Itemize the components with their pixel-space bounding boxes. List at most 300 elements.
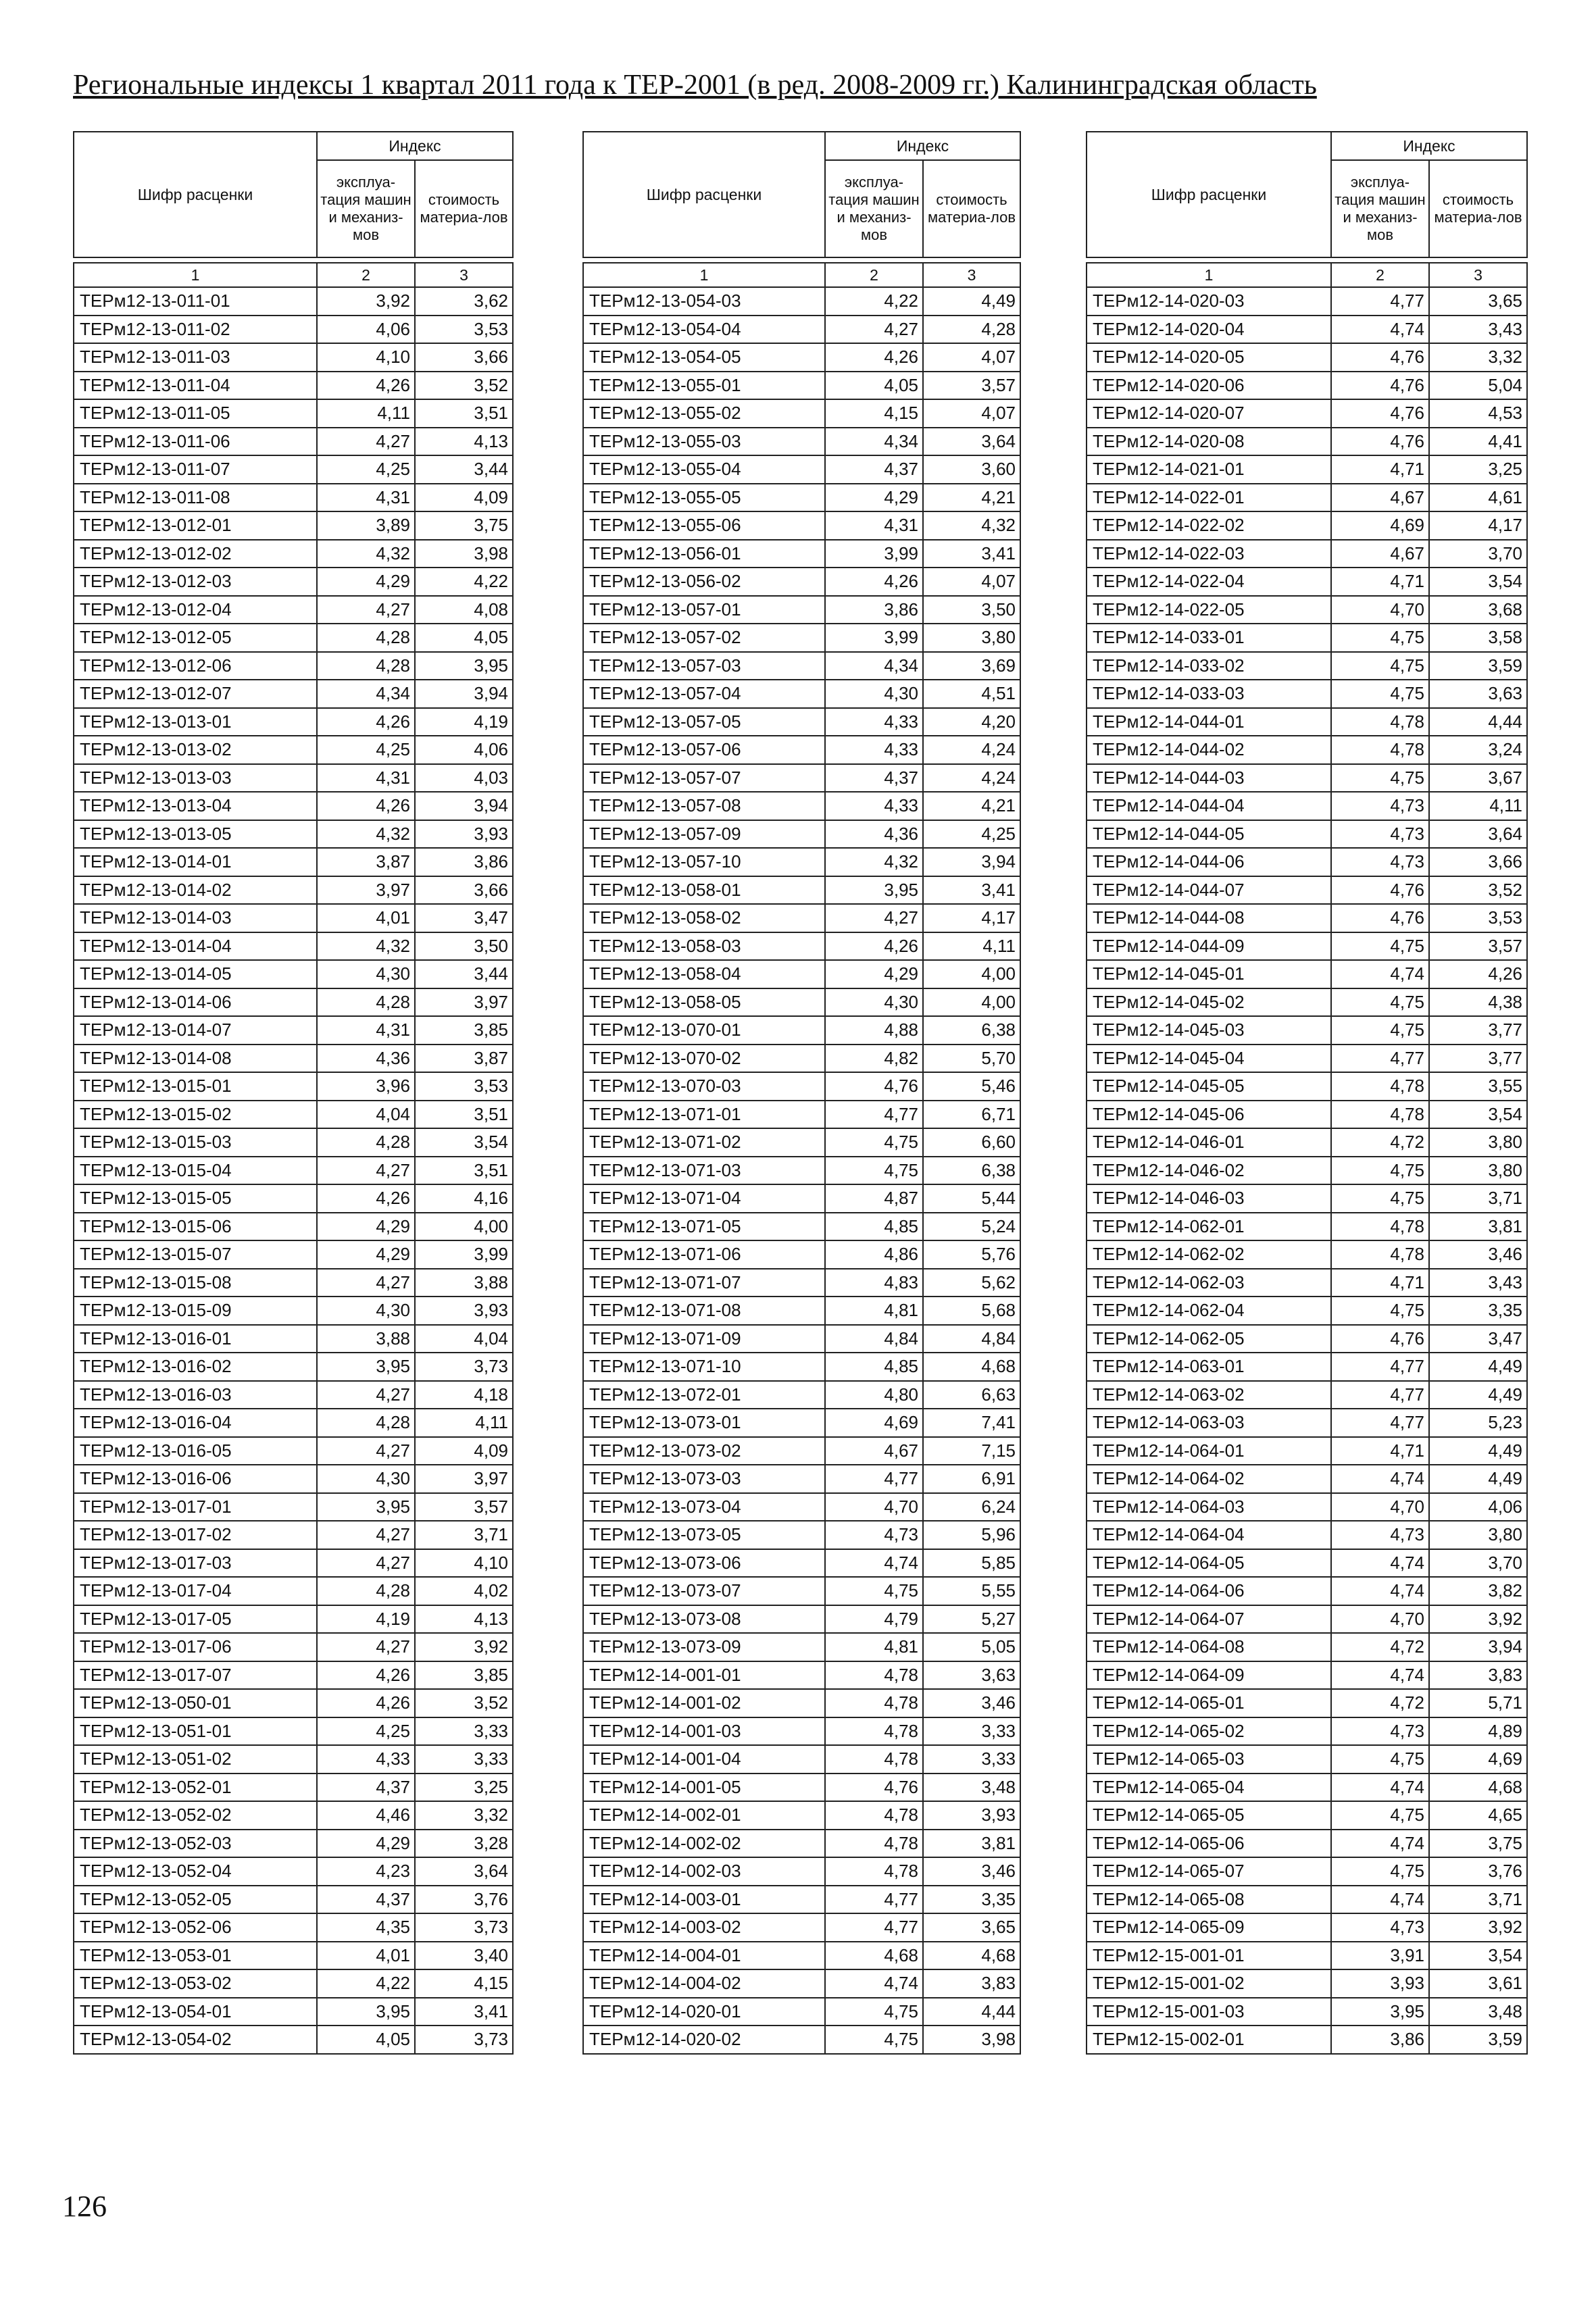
- table-row: [1087, 484, 1527, 512]
- rate-code-cell: ТЕРм12-14-020-05: [1087, 343, 1331, 372]
- rate-code-cell: ТЕРм12-14-020-08: [1087, 428, 1331, 456]
- materials-index-cell: 3,71: [1429, 1184, 1527, 1213]
- rate-code-cell: ТЕРм12-14-045-01: [1087, 960, 1331, 988]
- rate-code-cell: ТЕРм12-13-055-04: [583, 455, 825, 484]
- rate-code-cell: ТЕРм12-14-064-03: [1087, 1493, 1331, 1521]
- materials-index-cell: 4,11: [415, 1409, 513, 1437]
- table-row: [1087, 1409, 1527, 1437]
- materials-index-cell: 4,68: [1429, 1774, 1527, 1802]
- materials-index-cell: 3,99: [415, 1240, 513, 1269]
- machines-index-cell: 4,75: [1331, 680, 1429, 708]
- rate-code-cell: ТЕРм12-13-014-01: [74, 848, 317, 876]
- materials-index-cell: 3,63: [923, 1661, 1020, 1690]
- machines-index-cell: 4,29: [317, 1240, 415, 1269]
- rate-code-cell: ТЕРм12-13-058-05: [583, 988, 825, 1017]
- materials-index-cell: 3,33: [923, 1745, 1020, 1774]
- machines-index-cell: 4,77: [1331, 1045, 1429, 1073]
- machines-index-cell: 4,27: [317, 1381, 415, 1409]
- table-row: [583, 624, 1020, 652]
- materials-header: стоимость материа-лов: [1429, 160, 1527, 257]
- table-row: [74, 2026, 513, 2054]
- table-row: [1087, 1689, 1527, 1717]
- machines-index-cell: 4,75: [825, 2026, 923, 2054]
- materials-index-cell: 3,33: [415, 1745, 513, 1774]
- materials-index-cell: 4,07: [923, 568, 1020, 596]
- materials-index-cell: 5,24: [923, 1213, 1020, 1241]
- table-row: [583, 287, 1020, 316]
- rate-code-cell: ТЕРм12-13-057-02: [583, 624, 825, 652]
- materials-index-cell: 3,94: [1429, 1633, 1527, 1661]
- materials-index-cell: 3,98: [415, 540, 513, 568]
- materials-header: стоимость материа-лов: [923, 160, 1020, 257]
- materials-index-cell: 3,40: [415, 1942, 513, 1970]
- machines-header: эксплуа-тация машин и механиз-мов: [825, 160, 923, 257]
- table-row: [74, 1184, 513, 1213]
- table-row: [74, 820, 513, 849]
- machines-index-cell: 4,75: [1331, 624, 1429, 652]
- rate-code-cell: ТЕРм12-14-044-03: [1087, 764, 1331, 793]
- machines-index-cell: 4,78: [825, 1689, 923, 1717]
- machines-index-cell: 4,32: [825, 848, 923, 876]
- machines-index-cell: 4,79: [825, 1605, 923, 1634]
- rate-code-cell: ТЕРм12-14-046-02: [1087, 1157, 1331, 1185]
- materials-index-cell: 5,55: [923, 1577, 1020, 1605]
- machines-index-cell: 4,75: [1331, 1016, 1429, 1045]
- machines-index-cell: 4,30: [317, 960, 415, 988]
- materials-index-cell: 3,97: [415, 1465, 513, 1493]
- machines-index-cell: 4,75: [1331, 764, 1429, 793]
- machines-index-cell: 4,73: [1331, 820, 1429, 849]
- machines-index-cell: 4,78: [1331, 1101, 1429, 1129]
- rate-code-cell: ТЕРм12-13-012-04: [74, 596, 317, 624]
- materials-index-cell: 4,41: [1429, 428, 1527, 456]
- machines-index-cell: 4,78: [825, 1830, 923, 1858]
- table-row: [583, 1942, 1020, 1970]
- materials-index-cell: 4,05: [415, 624, 513, 652]
- rate-code-cell: ТЕРм12-13-073-08: [583, 1605, 825, 1634]
- rate-code-cell: ТЕРм12-13-015-01: [74, 1072, 317, 1101]
- rate-code-cell: ТЕРм12-14-065-04: [1087, 1774, 1331, 1802]
- machines-index-cell: 4,78: [1331, 1072, 1429, 1101]
- table-row: [583, 1605, 1020, 1634]
- machines-index-cell: 3,95: [825, 876, 923, 905]
- machines-index-cell: 3,95: [317, 1493, 415, 1521]
- table-row: [74, 1913, 513, 1942]
- rate-code-cell: ТЕРм12-14-001-04: [583, 1745, 825, 1774]
- materials-index-cell: 4,68: [923, 1942, 1020, 1970]
- materials-index-cell: 3,94: [415, 792, 513, 820]
- rate-code-cell: ТЕРм12-13-014-04: [74, 932, 317, 961]
- table-row: [1087, 1240, 1527, 1269]
- materials-index-cell: 3,25: [415, 1774, 513, 1802]
- machines-index-cell: 4,37: [317, 1774, 415, 1802]
- rate-code-cell: ТЕРм12-13-058-03: [583, 932, 825, 961]
- rate-code-cell: ТЕРм12-14-020-03: [1087, 287, 1331, 316]
- materials-index-cell: 3,77: [1429, 1045, 1527, 1073]
- machines-index-cell: 4,32: [317, 540, 415, 568]
- table-row: [74, 428, 513, 456]
- machines-index-cell: 4,75: [1331, 1745, 1429, 1774]
- materials-index-cell: 3,51: [415, 1101, 513, 1129]
- rate-code-cell: ТЕРм12-14-045-02: [1087, 988, 1331, 1017]
- table-row: [1087, 820, 1527, 849]
- rate-code-cell: ТЕРм12-13-073-04: [583, 1493, 825, 1521]
- rate-code-cell: ТЕРм12-13-011-08: [74, 484, 317, 512]
- machines-index-cell: 4,34: [825, 428, 923, 456]
- rate-code-cell: ТЕРм12-13-017-01: [74, 1493, 317, 1521]
- table-row: [583, 2026, 1020, 2054]
- materials-index-cell: 4,17: [923, 904, 1020, 932]
- machines-index-cell: 3,89: [317, 511, 415, 540]
- rate-code-cell: ТЕРм12-14-064-05: [1087, 1549, 1331, 1578]
- rate-code-cell: ТЕРм12-14-064-07: [1087, 1605, 1331, 1634]
- table-row: [1087, 1016, 1527, 1045]
- machines-index-cell: 3,93: [1331, 1969, 1429, 1998]
- rate-code-cell: ТЕРм12-14-044-02: [1087, 736, 1331, 764]
- table-row: [74, 1577, 513, 1605]
- rate-code-cell: ТЕРм12-14-046-01: [1087, 1128, 1331, 1157]
- table-row: [1087, 848, 1527, 876]
- table-row: [1087, 511, 1527, 540]
- rate-code-cell: ТЕРм12-13-016-03: [74, 1381, 317, 1409]
- table-row: [583, 1045, 1020, 1073]
- materials-index-cell: 4,24: [923, 736, 1020, 764]
- materials-index-cell: 3,64: [923, 428, 1020, 456]
- table-row: [1087, 1633, 1527, 1661]
- machines-index-cell: 4,77: [825, 1913, 923, 1942]
- table-row: [74, 1661, 513, 1690]
- rate-code-cell: ТЕРм12-13-012-06: [74, 652, 317, 680]
- materials-index-cell: 3,54: [1429, 1942, 1527, 1970]
- rate-code-cell: ТЕРм12-14-064-01: [1087, 1437, 1331, 1465]
- materials-index-cell: 3,64: [1429, 820, 1527, 849]
- table-row: [583, 904, 1020, 932]
- rate-code-cell: ТЕРм12-13-071-01: [583, 1101, 825, 1129]
- table-row: [583, 848, 1020, 876]
- machines-index-cell: 4,75: [1331, 1297, 1429, 1325]
- machines-index-cell: 4,78: [825, 1745, 923, 1774]
- table-row: [1087, 680, 1527, 708]
- rate-code-cell: ТЕРм12-13-054-03: [583, 287, 825, 316]
- machines-index-cell: 4,37: [825, 455, 923, 484]
- machines-index-cell: 4,27: [317, 1437, 415, 1465]
- machines-index-cell: 4,26: [825, 343, 923, 372]
- materials-index-cell: 3,52: [415, 372, 513, 400]
- table-row: [583, 1437, 1020, 1465]
- materials-index-cell: 4,25: [923, 820, 1020, 849]
- materials-index-cell: 3,58: [1429, 624, 1527, 652]
- machines-index-cell: 4,25: [317, 736, 415, 764]
- rate-code-cell: ТЕРм12-13-014-05: [74, 960, 317, 988]
- machines-index-cell: 3,88: [317, 1325, 415, 1353]
- rate-code-cell: ТЕРм12-14-045-04: [1087, 1045, 1331, 1073]
- machines-index-cell: 4,26: [317, 708, 415, 736]
- column-number-2: 2: [825, 263, 923, 287]
- rate-code-cell: ТЕРм12-14-021-01: [1087, 455, 1331, 484]
- machines-index-cell: 4,19: [317, 1605, 415, 1634]
- rate-code-cell: ТЕРм12-14-020-07: [1087, 399, 1331, 428]
- rate-code-cell: ТЕРм12-14-063-03: [1087, 1409, 1331, 1437]
- table-row: [1087, 1605, 1527, 1634]
- rate-code-cell: ТЕРм12-13-011-04: [74, 372, 317, 400]
- table-row: [74, 1409, 513, 1437]
- table-row: [1087, 399, 1527, 428]
- rate-code-cell: ТЕРм12-13-052-03: [74, 1830, 317, 1858]
- rate-code-cell: ТЕРм12-14-045-03: [1087, 1016, 1331, 1045]
- rate-code-cell: ТЕРм12-15-001-03: [1087, 1998, 1331, 2026]
- materials-index-cell: 4,08: [415, 596, 513, 624]
- machines-index-cell: 4,81: [825, 1297, 923, 1325]
- machines-index-cell: 4,67: [1331, 484, 1429, 512]
- materials-index-cell: 4,44: [923, 1998, 1020, 2026]
- index-header: Индекс: [825, 132, 1020, 160]
- machines-index-cell: 4,83: [825, 1269, 923, 1297]
- machines-index-cell: 4,75: [1331, 932, 1429, 961]
- materials-index-cell: 3,47: [415, 904, 513, 932]
- materials-index-cell: 7,41: [923, 1409, 1020, 1437]
- materials-index-cell: 3,35: [1429, 1297, 1527, 1325]
- machines-header: эксплуа-тация машин и механиз-мов: [1331, 160, 1429, 257]
- machines-index-cell: 3,95: [1331, 1998, 1429, 2026]
- machines-index-cell: 4,01: [317, 1942, 415, 1970]
- rate-code-cell: ТЕРм12-13-017-04: [74, 1577, 317, 1605]
- rate-code-cell: ТЕРм12-14-001-03: [583, 1717, 825, 1746]
- index-table-2: [582, 131, 1021, 2055]
- materials-index-cell: 3,80: [1429, 1521, 1527, 1549]
- table-body: [1087, 287, 1527, 2054]
- table-row: [583, 1240, 1020, 1269]
- rate-code-cell: ТЕРм12-14-046-03: [1087, 1184, 1331, 1213]
- table-body: [583, 287, 1020, 2054]
- rate-code-cell: ТЕРм12-14-045-06: [1087, 1101, 1331, 1129]
- machines-index-cell: 4,23: [317, 1857, 415, 1886]
- materials-index-cell: 3,80: [923, 624, 1020, 652]
- rate-code-cell: ТЕРм12-13-057-08: [583, 792, 825, 820]
- materials-index-cell: 3,57: [923, 372, 1020, 400]
- rate-code-cell: ТЕРм12-13-055-02: [583, 399, 825, 428]
- machines-index-cell: 4,70: [1331, 1605, 1429, 1634]
- machines-index-cell: 4,71: [1331, 1437, 1429, 1465]
- rate-code-cell: ТЕРм12-13-014-03: [74, 904, 317, 932]
- table-row: [74, 1942, 513, 1970]
- materials-index-cell: 5,04: [1429, 372, 1527, 400]
- machines-index-cell: 4,30: [825, 988, 923, 1017]
- table-row: [74, 1157, 513, 1185]
- table-row: [74, 792, 513, 820]
- machines-index-cell: 4,74: [1331, 1886, 1429, 1914]
- materials-index-cell: 4,06: [415, 736, 513, 764]
- machines-index-cell: 4,68: [825, 1942, 923, 1970]
- machines-index-cell: 4,72: [1331, 1633, 1429, 1661]
- table-row: [1087, 988, 1527, 1017]
- materials-index-cell: 3,73: [415, 1353, 513, 1381]
- index-header: Индекс: [1331, 132, 1527, 160]
- table-row: [74, 1969, 513, 1998]
- table-row: [1087, 372, 1527, 400]
- table-row: [583, 1325, 1020, 1353]
- rate-code-cell: ТЕРм12-14-020-06: [1087, 372, 1331, 400]
- materials-index-cell: 3,25: [1429, 455, 1527, 484]
- machines-index-cell: 4,29: [317, 568, 415, 596]
- materials-index-cell: 3,69: [923, 652, 1020, 680]
- rate-code-cell: ТЕРм12-13-055-05: [583, 484, 825, 512]
- materials-index-cell: 4,49: [1429, 1381, 1527, 1409]
- table-row: [1087, 1577, 1527, 1605]
- machines-index-cell: 4,27: [317, 1549, 415, 1578]
- machines-index-cell: 4,74: [825, 1549, 923, 1578]
- table-row: [74, 848, 513, 876]
- materials-index-cell: 4,51: [923, 680, 1020, 708]
- machines-index-cell: 4,26: [317, 1661, 415, 1690]
- table-row: [1087, 428, 1527, 456]
- machines-index-cell: 4,77: [825, 1465, 923, 1493]
- rate-code-cell: ТЕРм12-13-073-05: [583, 1521, 825, 1549]
- table-row: [583, 1717, 1020, 1746]
- page-number: 126: [62, 2190, 107, 2223]
- table-row: [74, 652, 513, 680]
- rate-code-cell: ТЕРм12-13-052-01: [74, 1774, 317, 1802]
- materials-index-cell: 3,73: [415, 1913, 513, 1942]
- rate-code-cell: ТЕРм12-13-054-04: [583, 316, 825, 344]
- table-row: [1087, 1942, 1527, 1970]
- table-row: [74, 1437, 513, 1465]
- machines-index-cell: 3,99: [825, 624, 923, 652]
- rate-code-cell: ТЕРм12-14-045-05: [1087, 1072, 1331, 1101]
- rate-code-cell: ТЕРм12-13-015-09: [74, 1297, 317, 1325]
- materials-index-cell: 4,11: [923, 932, 1020, 961]
- table-row: [583, 596, 1020, 624]
- materials-index-cell: 3,55: [1429, 1072, 1527, 1101]
- rate-code-cell: ТЕРм12-13-055-01: [583, 372, 825, 400]
- rate-code-cell: ТЕРм12-13-014-07: [74, 1016, 317, 1045]
- rate-code-cell: ТЕРм12-14-002-03: [583, 1857, 825, 1886]
- materials-index-cell: 5,68: [923, 1297, 1020, 1325]
- table-row: [583, 1830, 1020, 1858]
- machines-index-cell: 4,74: [825, 1969, 923, 1998]
- materials-index-cell: 4,53: [1429, 399, 1527, 428]
- materials-index-cell: 3,53: [415, 316, 513, 344]
- materials-index-cell: 4,21: [923, 484, 1020, 512]
- materials-index-cell: 3,32: [1429, 343, 1527, 372]
- machines-index-cell: 4,74: [1331, 1549, 1429, 1578]
- table-row: [583, 1128, 1020, 1157]
- rate-code-cell: ТЕРм12-13-057-03: [583, 652, 825, 680]
- materials-index-cell: 3,81: [923, 1830, 1020, 1858]
- table-row: [1087, 1045, 1527, 1073]
- table-row: [1087, 1521, 1527, 1549]
- rate-code-cell: ТЕРм12-14-033-01: [1087, 624, 1331, 652]
- table-row: [1087, 904, 1527, 932]
- materials-index-cell: 3,59: [1429, 652, 1527, 680]
- rate-code-cell: ТЕРм12-13-071-07: [583, 1269, 825, 1297]
- rate-code-cell: ТЕРм12-14-062-01: [1087, 1213, 1331, 1241]
- table-row: [74, 540, 513, 568]
- materials-index-cell: 4,61: [1429, 484, 1527, 512]
- machines-index-cell: 4,74: [1331, 1661, 1429, 1690]
- machines-index-cell: 4,82: [825, 1045, 923, 1073]
- materials-index-cell: 3,48: [1429, 1998, 1527, 2026]
- rate-code-cell: ТЕРм12-13-014-02: [74, 876, 317, 905]
- materials-index-cell: 3,33: [415, 1717, 513, 1746]
- rate-code-cell: ТЕРм12-14-064-02: [1087, 1465, 1331, 1493]
- table-row: [1087, 736, 1527, 764]
- table-row: [583, 1409, 1020, 1437]
- table-row: [74, 1325, 513, 1353]
- materials-index-cell: 6,63: [923, 1381, 1020, 1409]
- materials-index-cell: 3,47: [1429, 1325, 1527, 1353]
- rate-code-cell: ТЕРм12-13-052-02: [74, 1801, 317, 1830]
- table-row: [74, 1717, 513, 1746]
- machines-index-cell: 4,80: [825, 1381, 923, 1409]
- table-row: [583, 428, 1020, 456]
- materials-index-cell: 3,93: [415, 820, 513, 849]
- materials-index-cell: 4,13: [415, 428, 513, 456]
- machines-index-cell: 4,27: [317, 1521, 415, 1549]
- rate-code-cell: ТЕРм12-14-002-02: [583, 1830, 825, 1858]
- machines-index-cell: 4,33: [825, 736, 923, 764]
- table-row: [74, 1465, 513, 1493]
- materials-index-cell: 3,73: [415, 2026, 513, 2054]
- materials-header: стоимость материа-лов: [415, 160, 513, 257]
- rate-code-cell: ТЕРм12-14-020-02: [583, 2026, 825, 2054]
- rate-code-cell: ТЕРм12-13-011-05: [74, 399, 317, 428]
- materials-index-cell: 4,38: [1429, 988, 1527, 1017]
- table-row: [583, 343, 1020, 372]
- rate-code-cell: ТЕРм12-13-056-01: [583, 540, 825, 568]
- rate-code-cell: ТЕРм12-13-011-02: [74, 316, 317, 344]
- materials-index-cell: 3,51: [415, 1157, 513, 1185]
- table-row: [583, 1886, 1020, 1914]
- table-row: [1087, 1269, 1527, 1297]
- machines-index-cell: 4,76: [1331, 343, 1429, 372]
- table-row: [74, 343, 513, 372]
- rate-code-cell: ТЕРм12-13-053-01: [74, 1942, 317, 1970]
- rate-code-cell: ТЕРм12-13-015-06: [74, 1213, 317, 1241]
- materials-index-cell: 3,53: [415, 1072, 513, 1101]
- machines-index-cell: 3,95: [317, 1353, 415, 1381]
- materials-index-cell: 4,06: [1429, 1493, 1527, 1521]
- table-row: [74, 1240, 513, 1269]
- materials-index-cell: 3,33: [923, 1717, 1020, 1746]
- materials-index-cell: 6,38: [923, 1157, 1020, 1185]
- rate-code-cell: ТЕРм12-13-057-06: [583, 736, 825, 764]
- materials-index-cell: 3,71: [1429, 1886, 1527, 1914]
- materials-index-cell: 4,20: [923, 708, 1020, 736]
- table-row: [583, 1521, 1020, 1549]
- rate-code-cell: ТЕРм12-13-016-06: [74, 1465, 317, 1493]
- machines-index-cell: 4,78: [1331, 736, 1429, 764]
- machines-index-cell: 4,75: [1331, 1801, 1429, 1830]
- table-row: [583, 988, 1020, 1017]
- materials-index-cell: 3,57: [1429, 932, 1527, 961]
- machines-index-cell: 4,84: [825, 1325, 923, 1353]
- rate-code-cell: ТЕРм12-13-073-09: [583, 1633, 825, 1661]
- table-row: [74, 1128, 513, 1157]
- materials-index-cell: 4,69: [1429, 1745, 1527, 1774]
- materials-index-cell: 3,80: [1429, 1157, 1527, 1185]
- rate-code-cell: ТЕРм12-13-015-03: [74, 1128, 317, 1157]
- machines-index-cell: 3,86: [825, 596, 923, 624]
- table-row: [74, 1521, 513, 1549]
- rate-code-cell: ТЕРм12-14-001-05: [583, 1774, 825, 1802]
- rate-code-cell: ТЕРм12-13-054-01: [74, 1998, 317, 2026]
- rate-code-cell: ТЕРм12-13-015-07: [74, 1240, 317, 1269]
- machines-index-cell: 4,77: [1331, 1353, 1429, 1381]
- rate-code-cell: ТЕРм12-14-062-03: [1087, 1269, 1331, 1297]
- materials-index-cell: 3,68: [1429, 596, 1527, 624]
- machines-index-cell: 4,76: [825, 1072, 923, 1101]
- rate-code-cell: ТЕРм12-13-013-03: [74, 764, 317, 793]
